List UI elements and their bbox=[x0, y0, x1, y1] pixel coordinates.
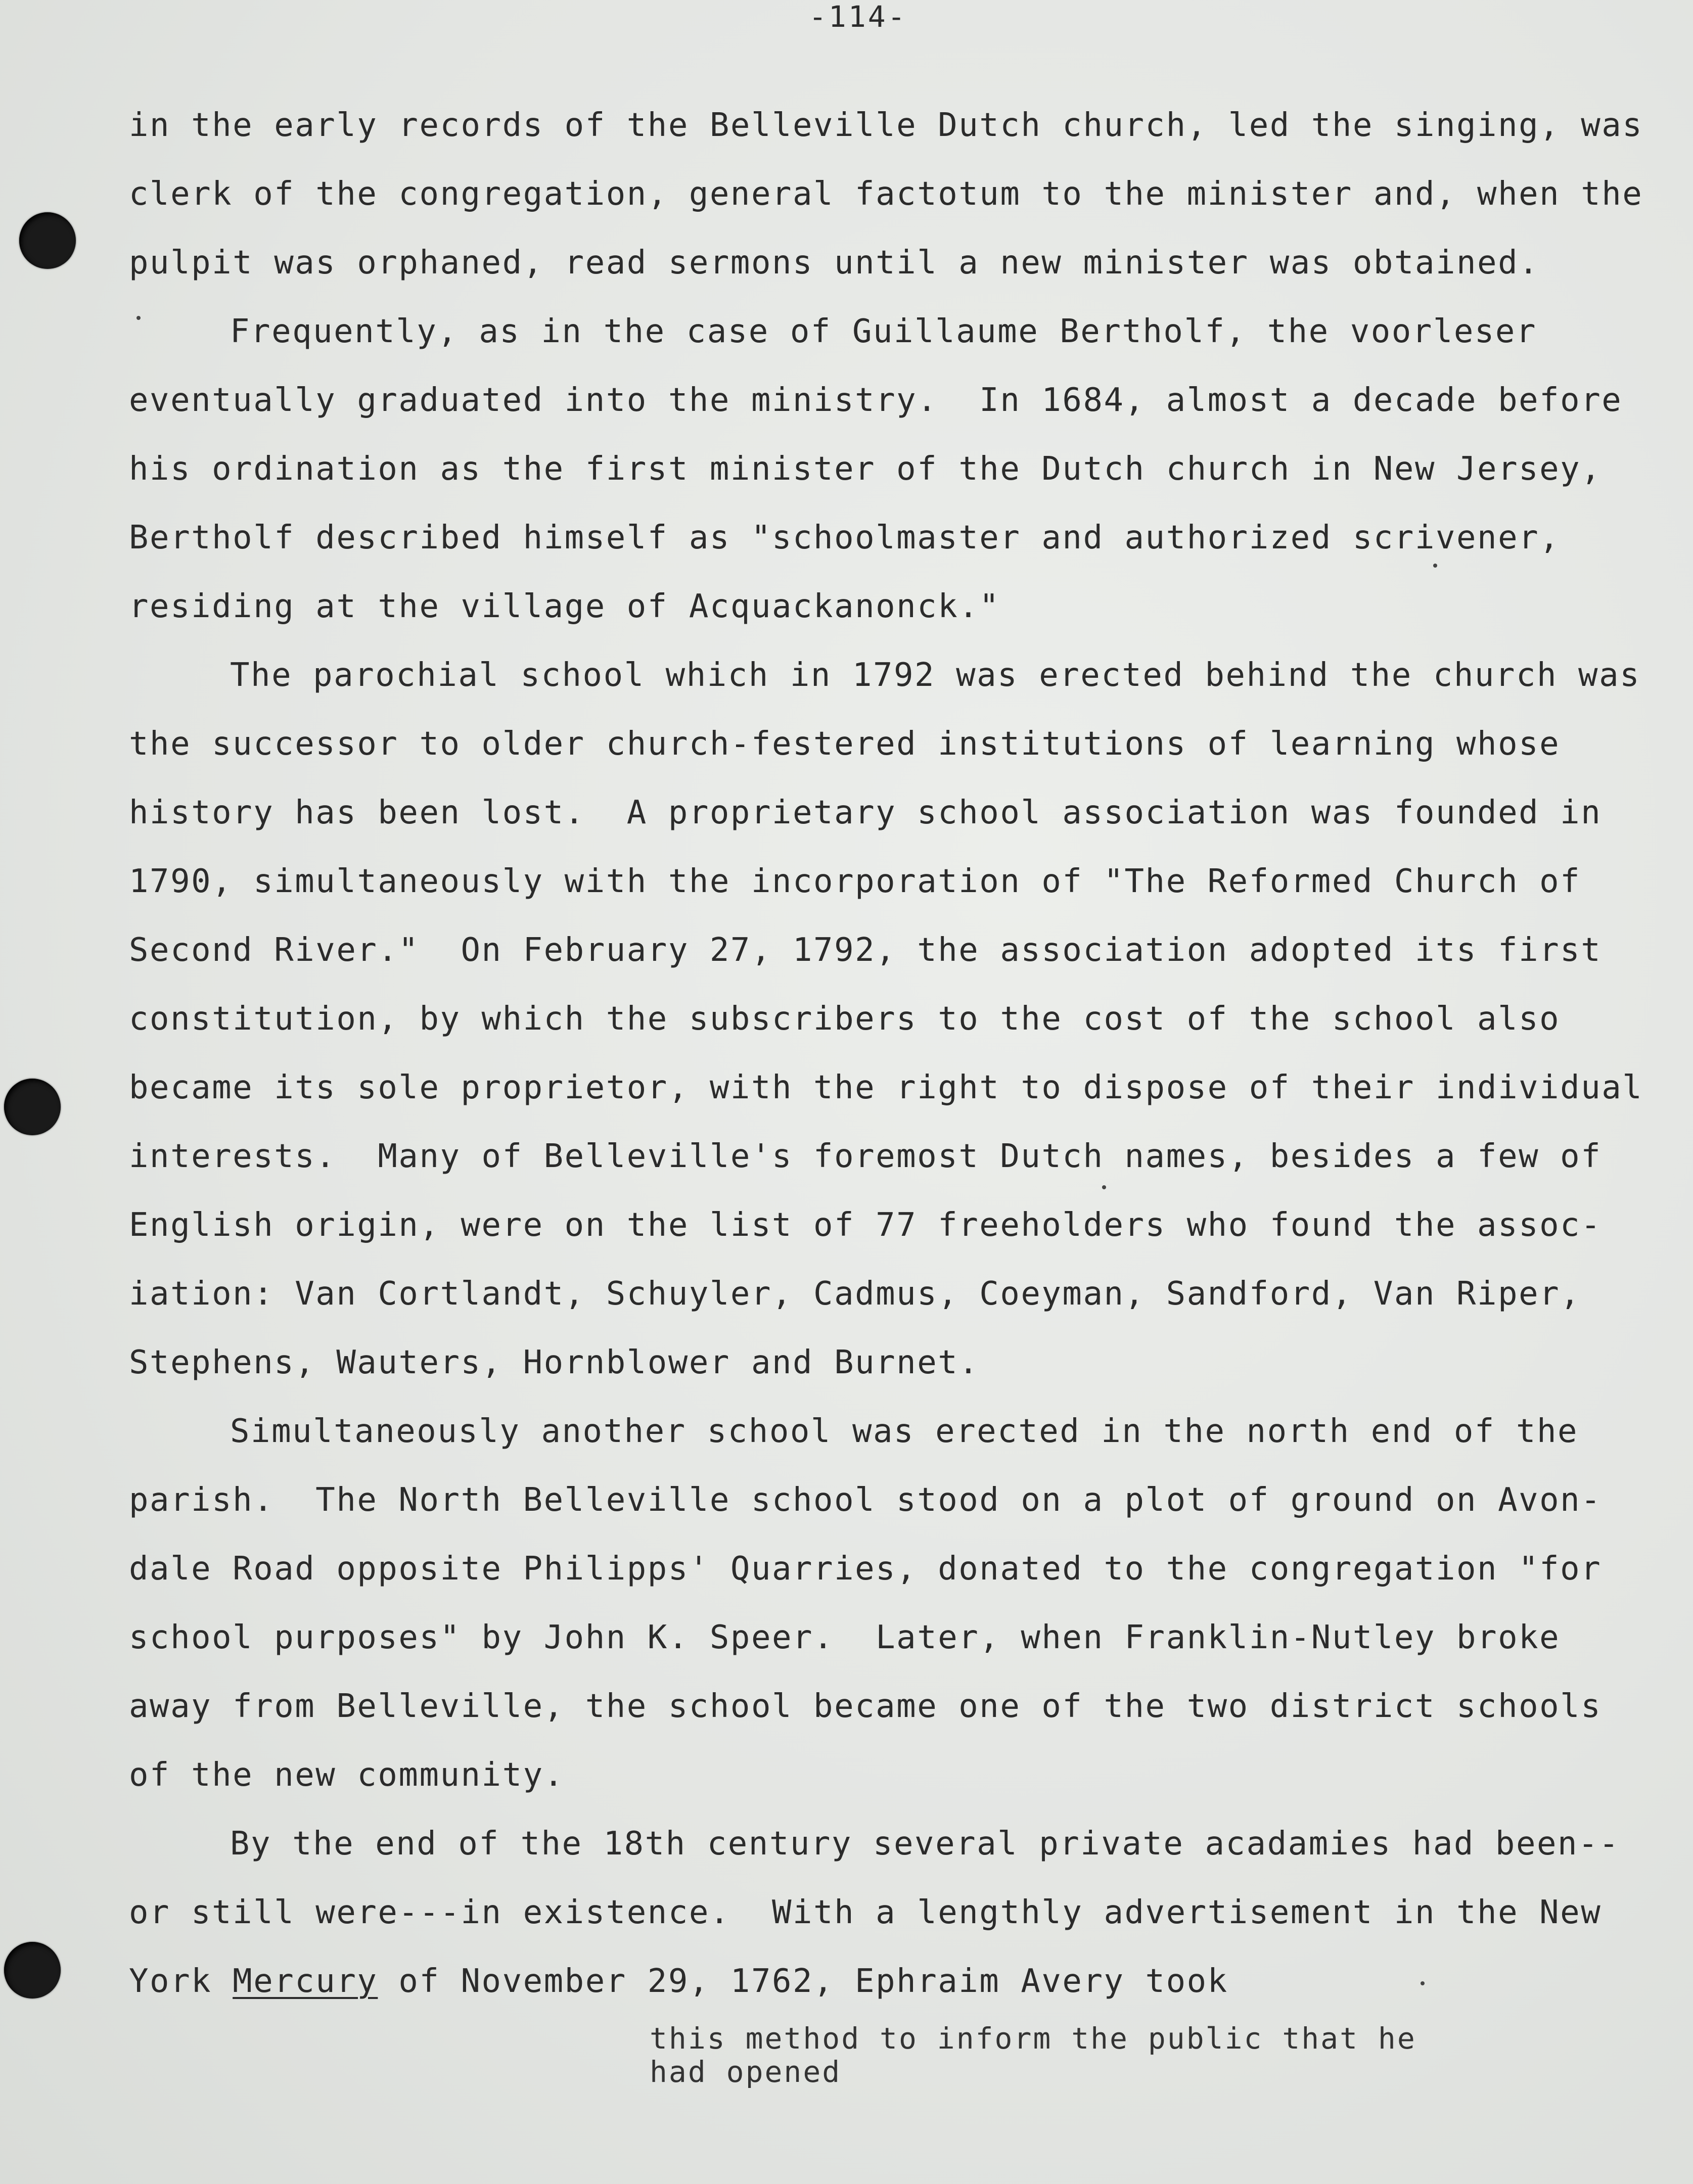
text-line: iation: Van Cortlandt, Schuyler, Cadmus, Coeyman, Sandford, Van Riper, bbox=[129, 1275, 1581, 1313]
text-line: dale Road opposite Philipps' Quarries, donated to the congregation "for bbox=[129, 1550, 1602, 1588]
text-line-with-underline bbox=[129, 1947, 1645, 2016]
text-line: became its sole proprietor, with the right to dispose of their individual bbox=[129, 1069, 1643, 1106]
block-quote bbox=[650, 2022, 1560, 2088]
text-line: parish. The North Belleville school stood on a plot of ground on Avon- bbox=[129, 1481, 1602, 1519]
text-line: residing at the village of Acquackanonck." bbox=[129, 588, 1000, 625]
binder-hole-top bbox=[19, 212, 76, 269]
text-line: English origin, were on the list of 77 freeholders who found the assoc- bbox=[129, 1206, 1602, 1244]
paragraph-first-line: The parochial school which in 1792 was erected behind the church was bbox=[230, 657, 1641, 694]
underlined-newspaper-title: Mercury bbox=[233, 1963, 378, 2000]
text-line: history has been lost. A proprietary school association was founded in bbox=[129, 794, 1602, 831]
binder-hole-bottom bbox=[4, 1942, 61, 1999]
text-line: in the early records of the Belleville Dutch church, led the singing, was bbox=[129, 107, 1643, 144]
text-line: Stephens, Wauters, Hornblower and Burnet. bbox=[129, 1344, 980, 1381]
text-line: or still were---in existence. With a lengthly advertisement in the New bbox=[129, 1894, 1602, 1931]
page-number: -114- bbox=[809, 0, 907, 34]
text-line: the successor to older church-festered institutions of learning whose bbox=[129, 725, 1561, 763]
text-fragment: of November 29, 1762, Ephraim Avery took bbox=[378, 1963, 1228, 2000]
text-line: clerk of the congregation, general factotum to the minister and, when the bbox=[129, 175, 1643, 213]
paragraph-first-line: Simultaneously another school was erected in the north end of the bbox=[230, 1413, 1579, 1450]
text-line: 1790, simultaneously with the incorporation of "The Reformed Church of bbox=[129, 863, 1581, 900]
binder-hole-middle bbox=[4, 1079, 61, 1135]
text-line: away from Belleville, the school became one of the two district schools bbox=[129, 1688, 1602, 1725]
text-line: school purposes" by John K. Speer. Later, when Franklin-Nutley broke bbox=[129, 1619, 1561, 1656]
paragraph-first-line: By the end of the 18th century several private acadamies had been-- bbox=[230, 1825, 1620, 1863]
quote-line: had opened bbox=[650, 2055, 842, 2089]
text-line: constitution, by which the subscribers to the cost of the school also bbox=[129, 1000, 1561, 1038]
text-line: Bertholf described himself as "schoolmaster and authorized scrivener, bbox=[129, 519, 1561, 556]
paragraph-first-line: Frequently, as in the case of Guillaume Bertholf, the voorleser bbox=[230, 313, 1537, 350]
text-fragment: York bbox=[129, 1963, 233, 2000]
text-line: eventually graduated into the ministry. In 1684, almost a decade before bbox=[129, 382, 1623, 419]
text-line: interests. Many of Belleville's foremost Dutch names, besides a few of bbox=[129, 1138, 1602, 1175]
text-line: of the new community. bbox=[129, 1756, 565, 1794]
text-line: Second River." On February 27, 1792, the association adopted its first bbox=[129, 932, 1602, 969]
body-text bbox=[129, 91, 1645, 2016]
quote-line: this method to inform the public that he bbox=[650, 2021, 1416, 2056]
text-line: pulpit was orphaned, read sermons until a new minister was obtained. bbox=[129, 244, 1540, 282]
text-line: his ordination as the first minister of the Dutch church in New Jersey, bbox=[129, 450, 1602, 488]
